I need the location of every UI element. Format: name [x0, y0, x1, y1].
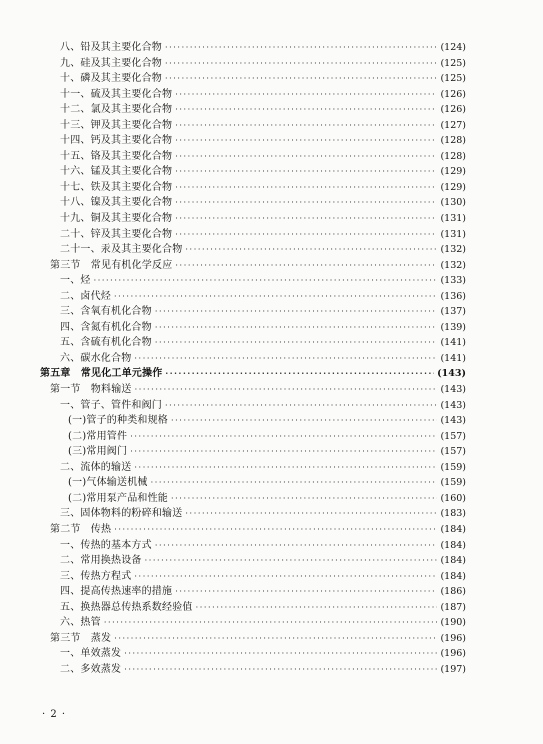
toc-leader-dots	[175, 195, 437, 211]
toc-leader-dots	[175, 211, 437, 227]
toc-entry	[40, 413, 466, 429]
toc-leader-dots	[175, 102, 437, 118]
toc-leader-dots	[104, 615, 438, 631]
toc-entry-title: 十七、铁及其主要化合物	[60, 181, 173, 193]
toc-leader-dots	[165, 71, 437, 87]
toc-entry	[40, 56, 466, 72]
toc-entry-title: 六、碳水化合物	[60, 352, 132, 364]
toc-leader-dots	[165, 56, 437, 72]
toc-entry-title: 二、常用换热设备	[60, 555, 142, 567]
toc-entry-page: (139)	[440, 321, 466, 333]
toc-entry-page: (132)	[440, 244, 466, 256]
toc-entry-page: (141)	[440, 337, 466, 349]
toc-leader-dots	[155, 320, 438, 336]
toc-entry	[40, 646, 466, 662]
toc-entry	[40, 584, 466, 600]
toc-entry-title: (一)管子的种类和规格	[68, 415, 169, 427]
toc-entry-page: (190)	[440, 617, 466, 629]
toc-entry	[40, 506, 466, 522]
toc-entry-title: 第三节 常见有机化学反应	[50, 259, 173, 271]
toc-entry	[40, 615, 466, 631]
toc-entry-page: (143)	[440, 384, 466, 396]
toc-leader-dots	[171, 491, 437, 507]
toc-leader-dots	[171, 413, 437, 429]
toc-entry-page: (187)	[440, 601, 466, 613]
toc-entry-title: 二、卤代烃	[60, 290, 111, 302]
toc-leader-dots	[165, 398, 437, 414]
toc-entry	[40, 133, 466, 149]
toc-entry	[40, 71, 466, 87]
toc-entry	[40, 149, 466, 165]
toc-entry	[40, 118, 466, 134]
toc-entry-title: (二)常用泵产品和性能	[68, 492, 169, 504]
toc-entry-title: 四、含氮有机化合物	[60, 321, 152, 333]
toc-entry-title: 六、热管	[60, 617, 101, 629]
toc-entry-page: (183)	[440, 508, 466, 520]
toc-entry-title: 十二、氯及其主要化合物	[60, 104, 173, 116]
toc-leader-dots	[175, 87, 437, 103]
toc-entry-page: (157)	[440, 430, 466, 442]
toc-entry	[40, 242, 466, 258]
toc-entry-page: (196)	[440, 648, 466, 660]
toc-entry-title: 十五、铬及其主要化合物	[60, 150, 173, 162]
toc-leader-dots	[151, 475, 438, 491]
toc-leader-dots	[134, 351, 437, 367]
toc-entry	[40, 491, 466, 507]
toc-entry-page: (184)	[440, 539, 466, 551]
toc-entry-page: (159)	[440, 477, 466, 489]
toc-entry	[40, 87, 466, 103]
toc-entry-title: 三、固体物料的粉碎和输送	[60, 508, 183, 520]
toc-entry-page: (127)	[440, 119, 466, 131]
toc-entry-page: (131)	[440, 213, 466, 225]
toc-entry-page: (184)	[440, 570, 466, 582]
toc-entry-title: 三、传热方程式	[60, 570, 132, 582]
toc-entry	[40, 398, 466, 414]
toc-leader-dots	[155, 538, 438, 554]
toc-entry-page: (125)	[440, 57, 466, 69]
toc-entry	[40, 289, 466, 305]
toc-entry-title: (一)气体输送机械	[68, 477, 148, 489]
toc-entry	[40, 40, 466, 56]
toc-entry-title: 十八、镍及其主要化合物	[60, 197, 173, 209]
toc-entry	[40, 382, 466, 398]
toc-entry-title: 八、铅及其主要化合物	[60, 42, 162, 53]
toc-entry-title: 二十、锌及其主要化合物	[60, 228, 173, 240]
toc-entry	[40, 351, 466, 367]
toc-entry	[40, 444, 466, 460]
toc-leader-dots	[124, 662, 437, 678]
toc-entry-page: (130)	[440, 197, 466, 209]
toc-entry	[40, 538, 466, 554]
toc-entry-title: 十四、钙及其主要化合物	[60, 135, 173, 147]
toc-entry-page: (129)	[440, 181, 466, 193]
toc-entry	[40, 164, 466, 180]
toc-entry-page: (157)	[440, 446, 466, 458]
toc-entry-title: 十三、钾及其主要化合物	[60, 119, 173, 131]
toc-entry-title: 十六、锰及其主要化合物	[60, 166, 173, 178]
toc-entry-page: (159)	[440, 461, 466, 473]
toc-leader-dots	[196, 600, 438, 616]
toc-entry	[40, 304, 466, 320]
toc-leader-dots	[165, 366, 434, 382]
toc-leader-dots	[130, 429, 437, 445]
toc-leader-dots	[175, 164, 437, 180]
toc-leader-dots	[124, 646, 437, 662]
toc-leader-dots	[175, 133, 437, 149]
toc-entry	[40, 662, 466, 678]
toc-entry	[40, 631, 466, 647]
toc-leader-dots	[114, 289, 437, 305]
toc-entry-title: 一、烃	[60, 275, 91, 287]
toc-entry-page: (196)	[440, 632, 466, 644]
toc-entry-page: (133)	[440, 275, 466, 287]
toc-leader-dots	[185, 506, 437, 522]
toc-entry-title: 五、换热器总传热系数经验值	[60, 601, 193, 613]
toc-entry	[40, 227, 466, 243]
toc-entry-page: (132)	[440, 259, 466, 271]
toc-leader-dots	[175, 149, 437, 165]
toc-leader-dots	[130, 444, 437, 460]
toc-entry	[40, 429, 466, 445]
toc-entry-title: 十一、硫及其主要化合物	[60, 88, 173, 100]
toc-leader-dots	[145, 553, 438, 569]
toc-entry-page: (184)	[440, 523, 466, 535]
toc-entry-title: 第三节 蒸发	[50, 632, 112, 644]
toc-leader-dots	[155, 304, 438, 320]
toc-entry-page: (131)	[440, 228, 466, 240]
toc-leader-dots	[175, 118, 437, 134]
toc-entry	[40, 460, 466, 476]
toc-leader-dots	[185, 242, 437, 258]
toc-leader-dots	[135, 382, 438, 398]
toc-leader-dots	[114, 631, 437, 647]
toc-leader-dots	[175, 258, 437, 274]
toc-entry	[40, 475, 466, 491]
toc-entry	[40, 102, 466, 118]
toc-entry-page: (186)	[440, 586, 466, 598]
toc-entry-title: 十、磷及其主要化合物	[60, 73, 162, 85]
toc-entry	[40, 195, 466, 211]
toc-entry	[40, 335, 466, 351]
toc-entry-page: (126)	[440, 104, 466, 116]
toc-leader-dots	[134, 460, 437, 476]
toc-entry-title: 第五章 常见化工单元操作	[40, 368, 163, 380]
toc-entry	[40, 211, 466, 227]
toc-entry-title: (二)常用管件	[68, 430, 128, 442]
toc-entry	[40, 522, 466, 538]
toc-entry-page: (128)	[440, 150, 466, 162]
toc-entry-title: 第二节 传热	[50, 523, 112, 535]
toc-entry-title: 一、单效蒸发	[60, 648, 122, 660]
toc-entry-page: (143)	[437, 368, 466, 380]
toc-entry	[40, 600, 466, 616]
toc-entry	[40, 273, 466, 289]
toc-entry-page: (197)	[440, 663, 466, 675]
toc-entry-title: (三)常用阀门	[68, 446, 128, 458]
toc-entry-title: 二、多效蒸发	[60, 663, 122, 675]
toc-entry	[40, 180, 466, 196]
toc-entry-title: 一、管子、管件和阀门	[60, 399, 162, 411]
toc-entry-title: 二十一、汞及其主要化合物	[60, 244, 183, 256]
toc-entry-page: (126)	[440, 88, 466, 100]
table-of-contents	[40, 40, 466, 677]
page-number: · 2 ·	[42, 709, 67, 720]
toc-entry-page: (160)	[440, 492, 466, 504]
toc-leader-dots	[114, 522, 437, 538]
toc-entry-page: (128)	[440, 135, 466, 147]
toc-entry-title: 九、硅及其主要化合物	[60, 57, 162, 69]
toc-leader-dots	[134, 569, 437, 585]
toc-entry-page: (125)	[440, 73, 466, 85]
toc-entry-title: 一、传热的基本方式	[60, 539, 152, 551]
toc-entry-page: (129)	[440, 166, 466, 178]
toc-entry-page: (141)	[440, 352, 466, 364]
toc-entry	[40, 569, 466, 585]
toc-leader-dots	[175, 180, 437, 196]
toc-entry-title: 三、含氧有机化合物	[60, 306, 152, 318]
toc-entry-page: (136)	[440, 290, 466, 302]
toc-leader-dots	[175, 584, 437, 600]
toc-leader-dots	[165, 40, 437, 56]
toc-entry-page: (137)	[440, 306, 466, 318]
toc-entry	[40, 553, 466, 569]
toc-entry-title: 四、提高传热速率的措施	[60, 586, 173, 598]
toc-leader-dots	[155, 335, 438, 351]
toc-entry-title: 五、含硫有机化合物	[60, 337, 152, 349]
toc-entry-page: (143)	[440, 399, 466, 411]
toc-entry-title: 第一节 物料输送	[50, 384, 132, 396]
toc-entry	[40, 258, 466, 274]
toc-entry-page: (124)	[440, 42, 466, 53]
toc-leader-dots	[94, 273, 438, 289]
toc-entry	[40, 320, 466, 336]
toc-entry-page: (143)	[440, 415, 466, 427]
toc-leader-dots	[175, 227, 437, 243]
toc-entry-page: (184)	[440, 555, 466, 567]
toc-entry	[40, 366, 466, 382]
toc-entry-title: 二、流体的输送	[60, 461, 132, 473]
toc-entry-title: 十九、铜及其主要化合物	[60, 213, 173, 225]
